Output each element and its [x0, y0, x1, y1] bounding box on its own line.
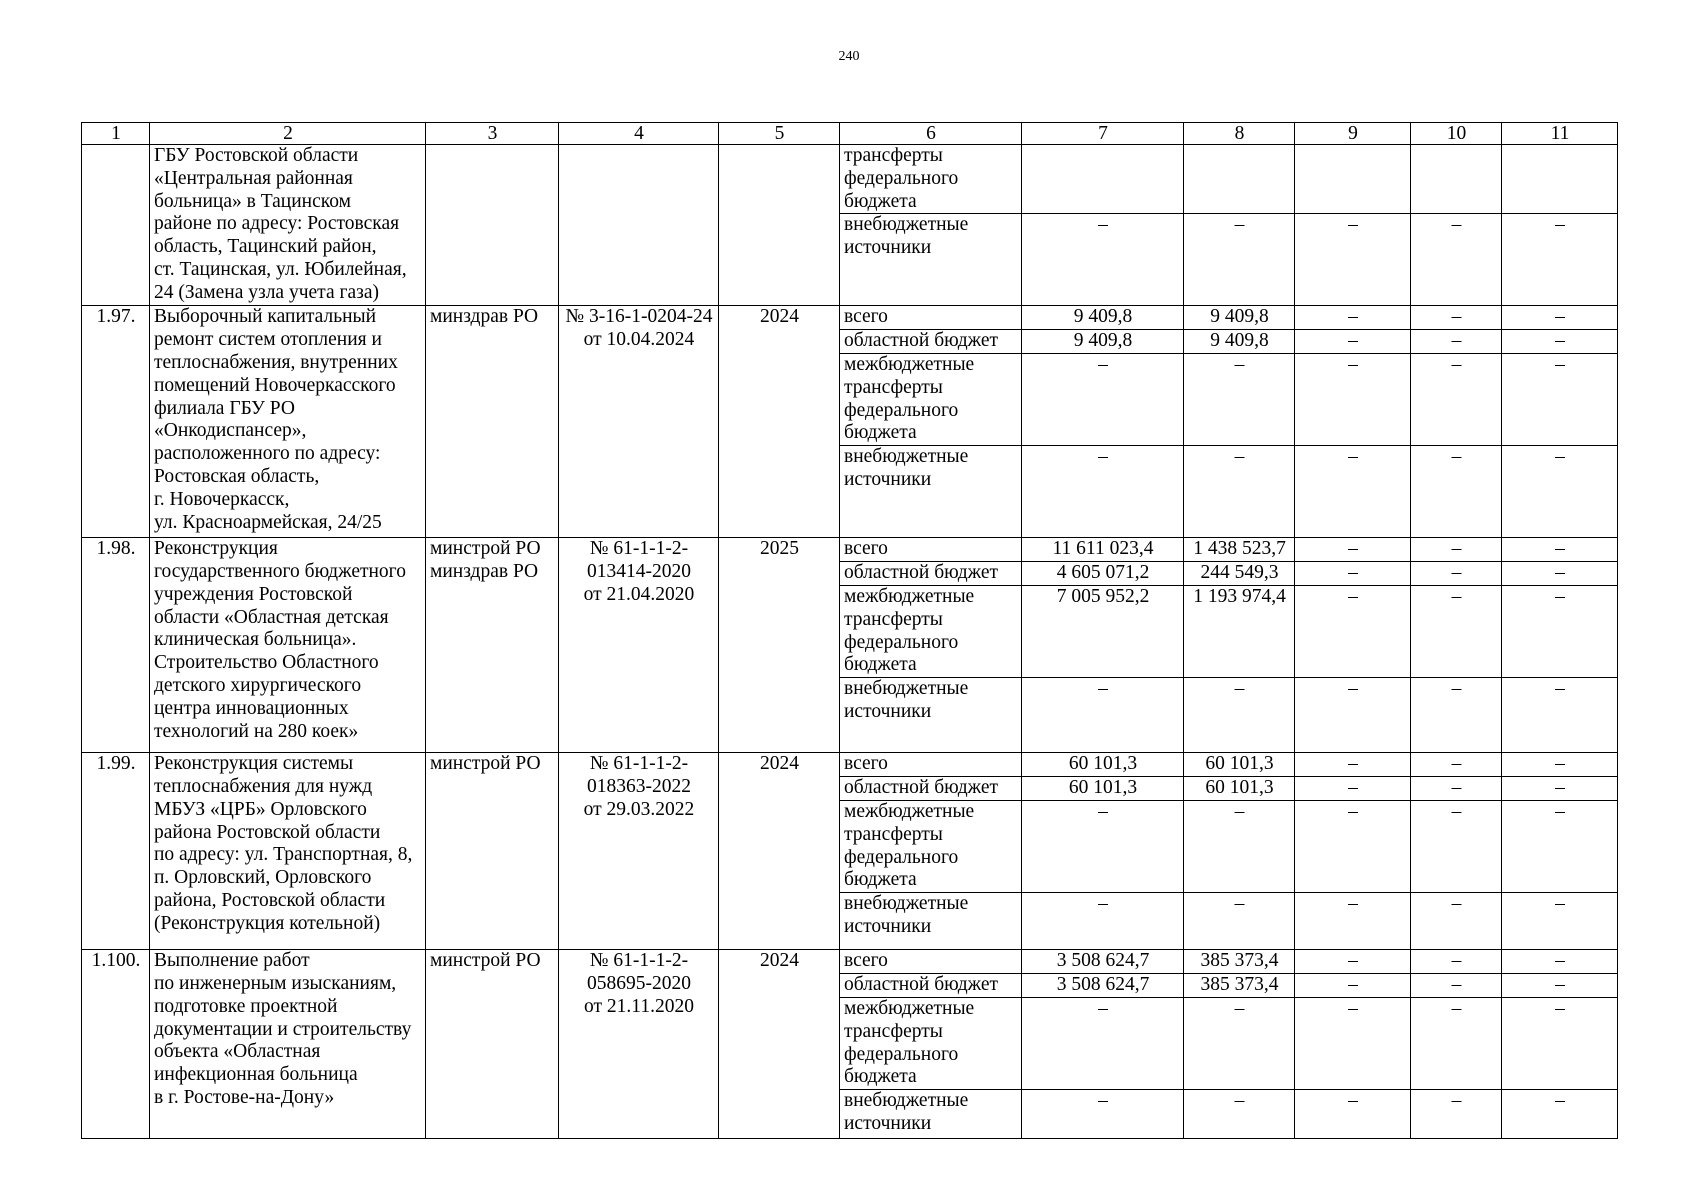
document-reference: № 61-1-1-2- 058695-2020 от 21.11.2020 [559, 950, 719, 1139]
value-col-9: – [1295, 800, 1411, 892]
value-col-7: – [1022, 1090, 1184, 1139]
document-reference: № 61-1-1-2- 018363-2022 от 29.03.2022 [559, 753, 719, 950]
value-col-7: 60 101,3 [1022, 777, 1184, 801]
responsible-agency [426, 145, 559, 306]
value-col-8: – [1184, 214, 1295, 306]
value-col-10: – [1411, 306, 1502, 330]
value-col-11: – [1502, 330, 1618, 354]
table-row [82, 950, 1618, 974]
value-col-8: – [1184, 893, 1295, 950]
value-col-8: – [1184, 997, 1295, 1089]
document-reference: № 61-1-1-2- 013414-2020 от 21.04.2020 [559, 538, 719, 753]
value-col-11: – [1502, 997, 1618, 1089]
value-col-9: – [1295, 538, 1411, 562]
value-col-9: – [1295, 306, 1411, 330]
value-col-11: – [1502, 562, 1618, 586]
value-col-7: 9 409,8 [1022, 330, 1184, 354]
value-col-11: – [1502, 950, 1618, 974]
value-col-7: 9 409,8 [1022, 306, 1184, 330]
column-header: 1 [82, 123, 150, 145]
value-col-7: – [1022, 214, 1184, 306]
value-col-7: 3 508 624,7 [1022, 973, 1184, 997]
value-col-10: – [1411, 893, 1502, 950]
value-col-11: – [1502, 353, 1618, 445]
column-header: 8 [1184, 123, 1295, 145]
value-col-11: – [1502, 753, 1618, 777]
value-col-8 [1184, 145, 1295, 214]
value-col-7: – [1022, 678, 1184, 753]
funding-source: областной бюджет [840, 330, 1022, 354]
value-col-7: – [1022, 800, 1184, 892]
value-col-10: – [1411, 997, 1502, 1089]
value-col-7: – [1022, 353, 1184, 445]
value-col-10: – [1411, 446, 1502, 538]
value-col-11: – [1502, 585, 1618, 677]
item-name: Реконструкция государственного бюджетного учреждения Ростовской области «Областная детская клиническая больница». Строительство Областного детского хирургического центра инновационных технологий на 280 коек» [150, 538, 426, 753]
value-col-8: 60 101,3 [1184, 777, 1295, 801]
item-number: 1.97. [82, 306, 150, 538]
funding-source: внебюджетные источники [840, 446, 1022, 538]
value-col-9: – [1295, 330, 1411, 354]
completion-year [719, 145, 840, 306]
table-row [82, 753, 1618, 777]
value-col-8: – [1184, 800, 1295, 892]
funding-source: всего [840, 950, 1022, 974]
value-col-10: – [1411, 800, 1502, 892]
item-number: 1.100. [82, 950, 150, 1139]
value-col-9: – [1295, 446, 1411, 538]
value-col-11 [1502, 145, 1618, 214]
item-name: Реконструкция системы теплоснабжения для нужд МБУЗ «ЦРБ» Орловского района Ростовской области по адресу: ул. Транспортная, 8, п. Орловский, Орловского района, Ростовской области (Реконструкция котельной) [150, 753, 426, 950]
completion-year: 2024 [719, 950, 840, 1139]
table-row [82, 306, 1618, 330]
value-col-8: 385 373,4 [1184, 973, 1295, 997]
value-col-10: – [1411, 678, 1502, 753]
financing-table [81, 122, 1618, 1139]
value-col-10: – [1411, 950, 1502, 974]
page-number: 240 [838, 49, 860, 64]
item-number: 1.98. [82, 538, 150, 753]
item-name: Выполнение работ по инженерным изысканиям, подготовке проектной документации и строительству объекта «Областная инфекционная больница в г. Ростове-на-Дону» [150, 950, 426, 1139]
column-header: 6 [840, 123, 1022, 145]
responsible-agency: минстрой РО [426, 753, 559, 950]
value-col-11: – [1502, 893, 1618, 950]
value-col-8: – [1184, 678, 1295, 753]
item-name: ГБУ Ростовской области «Центральная районная больница» в Тацинском районе по адресу: Ростовская область, Тацинский район, ст. Тацинская, ул. Юбилейная, 24 (Замена узла учета газа) [150, 145, 426, 306]
funding-source: межбюджетные трансферты федерального бюджета [840, 353, 1022, 445]
value-col-7: – [1022, 997, 1184, 1089]
value-col-9: – [1295, 950, 1411, 974]
responsible-agency: минстрой РО минздрав РО [426, 538, 559, 753]
value-col-7: 11 611 023,4 [1022, 538, 1184, 562]
value-col-10: – [1411, 330, 1502, 354]
value-col-7: 60 101,3 [1022, 753, 1184, 777]
funding-source: всего [840, 538, 1022, 562]
value-col-9: – [1295, 1090, 1411, 1139]
value-col-7: – [1022, 893, 1184, 950]
column-number-row [82, 123, 1618, 145]
table-row [82, 538, 1618, 562]
value-col-10 [1411, 145, 1502, 214]
value-col-9: – [1295, 585, 1411, 677]
item-number [82, 145, 150, 306]
value-col-8: – [1184, 353, 1295, 445]
value-col-7 [1022, 145, 1184, 214]
value-col-7: 7 005 952,2 [1022, 585, 1184, 677]
completion-year: 2024 [719, 306, 840, 538]
column-header: 9 [1295, 123, 1411, 145]
funding-source: областной бюджет [840, 973, 1022, 997]
value-col-9: – [1295, 893, 1411, 950]
value-col-7: 3 508 624,7 [1022, 950, 1184, 974]
value-col-10: – [1411, 777, 1502, 801]
value-col-8: 1 193 974,4 [1184, 585, 1295, 677]
value-col-11: – [1502, 214, 1618, 306]
item-number: 1.99. [82, 753, 150, 950]
column-header: 3 [426, 123, 559, 145]
document-reference: № 3-16-1-0204-24 от 10.04.2024 [559, 306, 719, 538]
funding-source: областной бюджет [840, 777, 1022, 801]
value-col-11: – [1502, 777, 1618, 801]
funding-source: внебюджетные источники [840, 678, 1022, 753]
funding-source: внебюджетные источники [840, 214, 1022, 306]
value-col-11: – [1502, 446, 1618, 538]
value-col-10: – [1411, 538, 1502, 562]
value-col-8: 9 409,8 [1184, 306, 1295, 330]
column-header: 4 [559, 123, 719, 145]
value-col-10: – [1411, 1090, 1502, 1139]
responsible-agency: минздрав РО [426, 306, 559, 538]
value-col-9: – [1295, 678, 1411, 753]
completion-year: 2024 [719, 753, 840, 950]
column-header: 2 [150, 123, 426, 145]
responsible-agency: минстрой РО [426, 950, 559, 1139]
document-reference [559, 145, 719, 306]
value-col-10: – [1411, 562, 1502, 586]
value-col-8: 60 101,3 [1184, 753, 1295, 777]
value-col-8: – [1184, 1090, 1295, 1139]
value-col-8: – [1184, 446, 1295, 538]
value-col-9 [1295, 145, 1411, 214]
column-header: 7 [1022, 123, 1184, 145]
value-col-9: – [1295, 562, 1411, 586]
item-name: Выборочный капитальный ремонт систем отопления и теплоснабжения, внутренних помещений Новочеркасского филиала ГБУ РО «Онкодиспансер», расположенного по адресу: Ростовская область, г. Новочеркасск, ул. Красноармейская, 24/25 [150, 306, 426, 538]
value-col-10: – [1411, 973, 1502, 997]
table-row [82, 145, 1618, 214]
value-col-11: – [1502, 1090, 1618, 1139]
value-col-8: 1 438 523,7 [1184, 538, 1295, 562]
value-col-9: – [1295, 997, 1411, 1089]
value-col-9: – [1295, 753, 1411, 777]
completion-year: 2025 [719, 538, 840, 753]
value-col-9: – [1295, 214, 1411, 306]
value-col-10: – [1411, 753, 1502, 777]
value-col-7: – [1022, 446, 1184, 538]
funding-source: межбюджетные трансферты федерального бюджета [840, 997, 1022, 1089]
column-header: 11 [1502, 123, 1618, 145]
funding-source: областной бюджет [840, 562, 1022, 586]
funding-source: внебюджетные источники [840, 1090, 1022, 1139]
funding-source: внебюджетные источники [840, 893, 1022, 950]
value-col-10: – [1411, 585, 1502, 677]
funding-source: всего [840, 753, 1022, 777]
value-col-11: – [1502, 306, 1618, 330]
value-col-9: – [1295, 353, 1411, 445]
funding-source: всего [840, 306, 1022, 330]
value-col-9: – [1295, 777, 1411, 801]
value-col-11: – [1502, 678, 1618, 753]
value-col-11: – [1502, 973, 1618, 997]
column-header: 10 [1411, 123, 1502, 145]
funding-source: трансферты федерального бюджета [840, 145, 1022, 214]
value-col-10: – [1411, 353, 1502, 445]
column-header: 5 [719, 123, 840, 145]
value-col-10: – [1411, 214, 1502, 306]
funding-source: межбюджетные трансферты федерального бюджета [840, 585, 1022, 677]
value-col-11: – [1502, 800, 1618, 892]
value-col-9: – [1295, 973, 1411, 997]
value-col-11: – [1502, 538, 1618, 562]
value-col-8: 385 373,4 [1184, 950, 1295, 974]
value-col-8: 9 409,8 [1184, 330, 1295, 354]
funding-source: межбюджетные трансферты федерального бюджета [840, 800, 1022, 892]
value-col-8: 244 549,3 [1184, 562, 1295, 586]
value-col-7: 4 605 071,2 [1022, 562, 1184, 586]
